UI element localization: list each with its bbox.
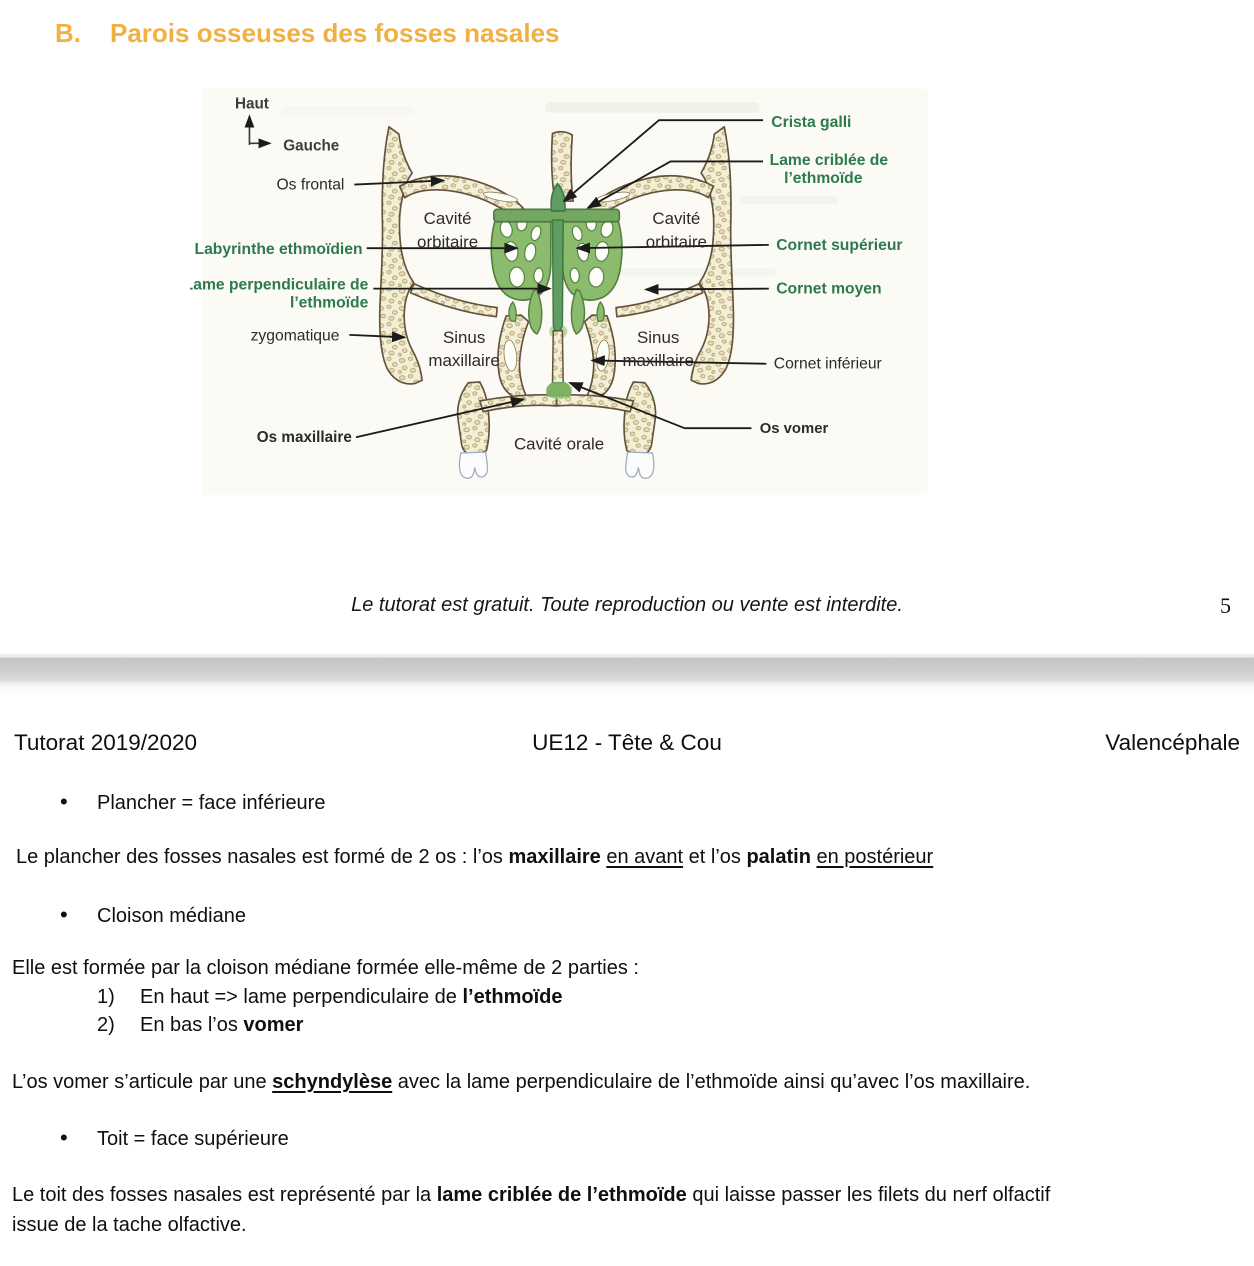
anatomy-figure-container	[190, 70, 1090, 570]
header-course: UE12 - Tête & Cou	[532, 730, 722, 755]
footer-notice: Le tutorat est gratuit. Toute reproduction ou vente est interdite.	[351, 594, 903, 616]
header-tutorat: Tutorat 2019/2020	[14, 730, 198, 755]
list-item-2	[0, 1011, 1254, 1040]
label-os-maxillaire: Os maxillaire	[256, 429, 352, 447]
tooth	[459, 452, 487, 478]
region-sinus-maxillaire-left-line1: Sinus	[442, 328, 486, 348]
bullet-label: Toit = face supérieure	[97, 1128, 289, 1150]
list-number: 2)	[97, 1014, 115, 1036]
bullet-icon: •	[60, 1125, 68, 1150]
alveolar-bone	[458, 382, 490, 455]
label-crista-galli: Crista galli	[771, 113, 852, 131]
section-title: Parois osseuses des fosses nasales	[110, 18, 560, 48]
label-lame-perpendiculaire-line1: Lame perpendiculaire de	[190, 276, 369, 294]
label-cornet-inferieur: Cornet inférieur	[773, 355, 882, 373]
paragraph-toit: Le toit des fosses nasales est représenté par la lame criblée de l’ethmoïde qui laisse passer les filets du nerf olfactif issue de la tache olfactive.	[12, 1184, 1051, 1236]
region-cavite-orbitaire-right-line1: Cavité	[652, 209, 701, 229]
bullet-item-cloison	[0, 902, 1254, 931]
compass-right-label: Gauche	[283, 137, 340, 155]
label-os-frontal: Os frontal	[276, 176, 345, 194]
region-sinus-maxillaire-left-line2: maxillaire	[428, 351, 500, 371]
label-lame-perpendiculaire-line2: l’ethmoïde	[289, 294, 369, 312]
region-sinus-maxillaire-right-line2: maxillaire	[622, 351, 694, 371]
label-cornet-moyen: Cornet moyen	[776, 280, 882, 298]
label-lame-criblee-line1: Lame criblée de	[769, 151, 889, 169]
vomer-bone	[552, 331, 563, 383]
bullet-icon: •	[60, 902, 68, 927]
paragraph-vomer: L’os vomer s’articule par une schyndylèse avec la lame perpendiculaire de l’ethmoïde ainsi qu’avec l’os maxillaire.	[12, 1071, 1031, 1093]
region-sinus-maxillaire-right-line1: Sinus	[637, 328, 680, 348]
label-cornet-superieur: Cornet supérieur	[776, 236, 903, 254]
list-text: En bas l’os vomer	[140, 1014, 304, 1036]
list-item-1	[0, 983, 1254, 1012]
label-os-vomer: Os vomer	[759, 421, 829, 438]
list-number: 1)	[97, 986, 115, 1008]
section-letter: B.	[55, 18, 81, 48]
list-text: En haut => lame perpendiculaire de l’ethmoïde	[140, 986, 563, 1008]
bullet-item-plancher	[0, 789, 1254, 818]
bullet-label: Cloison médiane	[97, 905, 246, 927]
header-author: Valencéphale	[1105, 730, 1240, 755]
region-cavite-orale: Cavité orale	[513, 434, 605, 454]
paragraph-cloison-intro: Elle est formée par la cloison médiane formée elle-même de 2 parties :	[12, 957, 639, 979]
label-labyrinthe-ethmoidien: Labyrinthe ethmoïdien	[194, 240, 363, 258]
label-lame-criblee-line2: l’ethmoïde	[784, 169, 863, 187]
bullet-icon: •	[60, 789, 68, 814]
region-cavite-orbitaire-left-line2: orbitaire	[417, 232, 479, 252]
arrow-cornet-moyen	[646, 289, 769, 290]
label-zygomatique: zygomatique	[250, 327, 340, 345]
anatomy-figure	[190, 70, 1090, 570]
region-cavite-orbitaire-left-line1: Cavité	[423, 209, 472, 229]
bullet-label: Plancher = face inférieure	[97, 792, 326, 814]
bullet-item-toit	[0, 1125, 1254, 1154]
page-divider	[0, 654, 1254, 694]
page-number: 5	[1220, 593, 1231, 618]
section-heading	[55, 18, 560, 49]
compass-up-label: Haut	[234, 95, 269, 113]
paragraph-plancher: Le plancher des fosses nasales est formé de 2 os : l’os maxillaire en avant et l’os palatin en postérieur	[16, 846, 934, 868]
region-cavite-orbitaire-right-line2: orbitaire	[645, 232, 707, 252]
perpendicular-plate	[552, 220, 563, 331]
